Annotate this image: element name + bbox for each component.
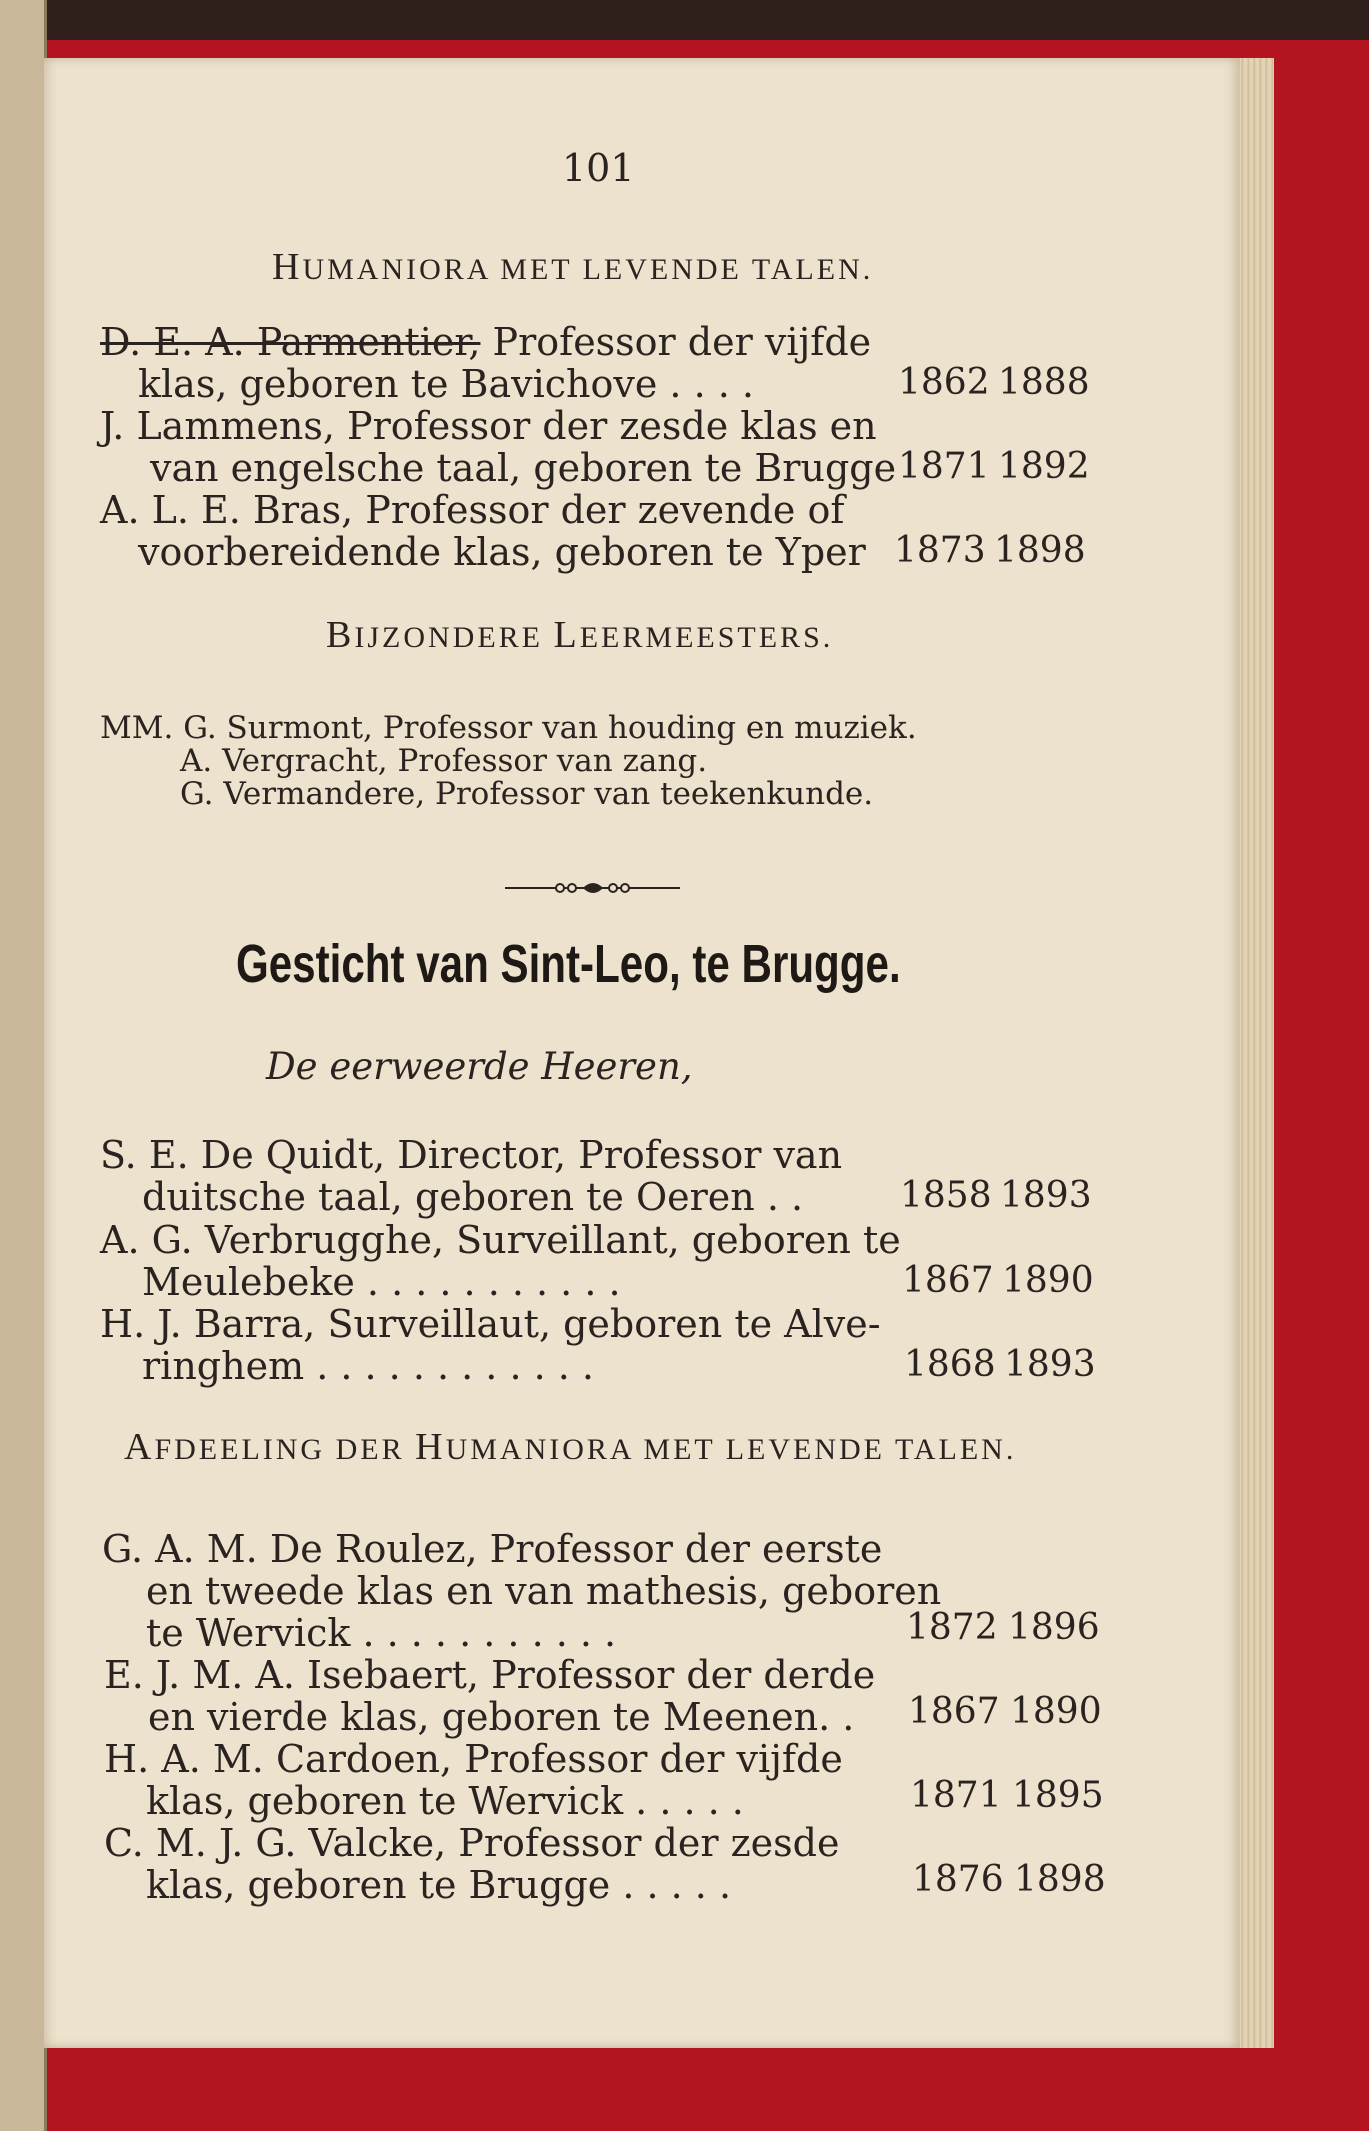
year-start: 1873 [894,530,986,571]
entry-line: en vierde klas, geboren te Meenen. . [148,1695,855,1739]
year-start: 1858 [900,1175,992,1216]
heading-rest: UMANIORA MET LEVENDE TALEN. [445,1433,1017,1466]
year-end: 1890 [1010,1691,1102,1732]
year-start: 1876 [912,1859,1004,1900]
entry-line: duitsche taal, geboren te Oeren . . [142,1175,804,1219]
entry-line: van engelsche taal, geboren te Brugge [150,446,897,490]
heading-initial: L [553,614,580,656]
entry-line: klas, geboren te Bavichove . . . . [138,362,754,406]
section-heading-afdeeling [124,1425,1016,1469]
entry-line [100,320,871,364]
year-end: 1898 [1014,1859,1106,1900]
entry-line: klas, geboren te Wervick . . . . . [146,1779,744,1823]
year-end: 1898 [994,530,1086,571]
year-end: 1893 [1004,1344,1096,1385]
entry-line: C. M. J. G. Valcke, Professor der zesde [104,1821,840,1865]
year-end: 1888 [998,362,1090,403]
year-start: 1867 [908,1691,1000,1732]
entry-line: S. E. De Quidt, Director, Professor van [100,1133,843,1177]
entry-line: voorbereidende klas, geboren te Yper [138,530,866,574]
year-start: 1867 [902,1260,994,1301]
heading-initial: H [272,246,303,288]
teacher-line: MM. G. Surmont, Professor van houding en muziek. [100,710,917,746]
entry-line: klas, geboren te Brugge . . . . . [146,1863,732,1907]
year-start: 1868 [904,1344,996,1385]
heading-initial: H [415,1426,446,1468]
year-end: 1892 [998,446,1090,487]
heading-initial: B [326,614,355,656]
ornament-divider [505,878,680,898]
struck-name: D. E. A. Parmentier, [100,320,481,364]
teacher-line: G. Vermandere, Professor van teekenkunde. [180,776,874,812]
year-end: 1895 [1012,1775,1104,1816]
year-start: 1871 [898,446,990,487]
entry-line: H. A. M. Cardoen, Professor der vijfde [104,1737,843,1781]
entry-line: ringhem . . . . . . . . . . . . [142,1344,595,1388]
entry-line: te Wervick . . . . . . . . . . . [146,1611,617,1655]
left-page-edge [0,0,47,2131]
entry-line: G. A. M. De Roulez, Professor der eerste [102,1527,883,1571]
entry-line: A. L. E. Bras, Professor der zevende of [100,488,845,532]
section-heading-leermeesters [326,613,833,657]
year-start: 1872 [906,1607,998,1648]
year-start: 1871 [910,1775,1002,1816]
entry-line: J. Lammens, Professor der zesde klas en [100,404,877,448]
heading-rest: EERMEESTERS. [579,621,834,654]
heading-initial: A [124,1426,155,1468]
entry-text: Professor der vijfde [480,320,872,364]
year-end: 1896 [1008,1607,1100,1648]
heading-rest: UMANIORA MET LEVENDE TALEN. [302,253,874,286]
entry-line: en tweede klas en van mathesis, geboren [146,1569,942,1613]
ornament-icon [505,878,680,898]
entry-line: Meulebeke . . . . . . . . . . . [142,1260,621,1304]
section-heading-humaniora [272,245,873,289]
entry-line: E. J. M. A. Isebaert, Professor der derde [104,1653,876,1697]
heading-rest: IJZONDERE [354,621,554,654]
page-number: 101 [562,146,635,190]
year-start: 1862 [898,362,990,403]
page-title: Gesticht van Sint-Leo, te Brugge. [236,934,901,994]
year-end: 1890 [1002,1260,1094,1301]
entry-line: H. J. Barra, Surveillaut, geboren te Alve- [100,1302,881,1346]
background-shadow [0,0,1369,40]
heading-rest: FDEELING DER [154,1433,416,1466]
year-end: 1893 [1000,1175,1092,1216]
page-subtitle: De eerweerde Heeren, [266,1045,693,1088]
entry-line: A. G. Verbrugghe, Surveillant, geboren te [100,1218,901,1262]
teacher-line: A. Vergracht, Professor van zang. [180,743,708,779]
